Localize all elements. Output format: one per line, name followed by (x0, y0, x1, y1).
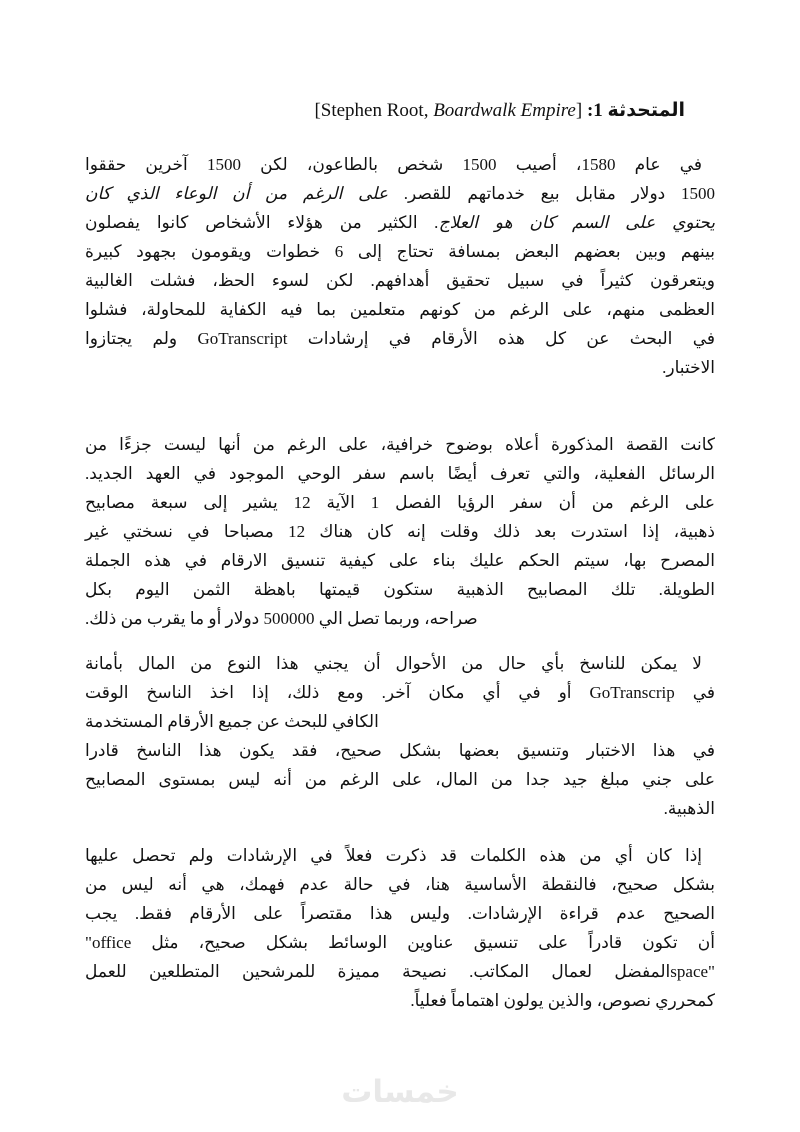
paragraph-line (85, 707, 715, 736)
paragraph-line (85, 736, 715, 765)
paragraph-line (85, 459, 715, 488)
document-body (85, 150, 715, 1015)
text-segment: على جني مبلغ جيد جدا من المال، على الرغم من أنه ليس بمستوى المصابيح (85, 770, 715, 789)
text-segment: في عام 1580، أصيب 1500 شخص بالطاعون، لكن 1500 آخرين حققوا (85, 155, 703, 174)
text-segment: المصرح بها، سيتم الحكم عليك بناء على كيفية تنسيق الارقام في هذه الجملة (85, 551, 715, 570)
text-segment: على الرغم من أن سفر الرؤيا الفصل 1 الآية 12 يشير إلى سبعة مصابيح (85, 493, 715, 512)
document-content (85, 96, 715, 1033)
paragraph-line (85, 237, 715, 266)
paragraph-line (85, 546, 715, 575)
text-segment: في GoTranscrip أو في أي مكان آخر. ومع ذلك، إذا اخذ الناسخ الوقت (85, 683, 715, 702)
citation-prefix: [Stephen Root, (314, 100, 434, 121)
paragraph (85, 430, 715, 633)
paragraph-line (85, 899, 715, 928)
text-segment: يحتوي على السم كان هو العلاج. (434, 213, 715, 232)
text-segment: أن تكون قادراً على تنسيق عناوين الوسائط بشكل صحيح، مثل (131, 933, 715, 952)
text-segment: الكافي للبحث عن جميع الأرقام المستخدمة (85, 712, 379, 731)
text-segment: بشكل صحيح، فالنقطة الأساسية هنا، في حالة عدم فهمك، هي أنه ليس من (85, 875, 715, 894)
paragraph-line (85, 986, 715, 1015)
paragraph-line (85, 870, 715, 899)
text-segment: كمحرري نصوص، والذين يولون اهتماماً فعلياً. (410, 991, 715, 1010)
text-segment: الاختبار. (662, 358, 715, 377)
paragraph-line (85, 575, 715, 604)
paragraph-line (85, 765, 715, 794)
paragraph-line (85, 208, 715, 237)
text-segment: كانت القصة المذكورة أعلاه بوضوح خرافية، على الرغم من أنها ليست جزءًا من (85, 435, 715, 454)
latin-text-segment: "office (85, 933, 132, 952)
paragraph-line (85, 266, 715, 295)
text-segment: في البحث عن كل هذه الأرقام في إرشادات GoTranscript ولم يجتازوا (85, 329, 715, 348)
khamsat-watermark-logo: خمسات (341, 1074, 459, 1110)
text-segment: الرسائل الفعلية، والتي تعرف أيضًا باسم سفر الوحي الموجود في العهد الجديد. (85, 464, 715, 483)
text-segment: الكثير من هؤلاء الأشخاص كانوا يفصلون (85, 213, 435, 232)
text-segment: ذهبية، إذا استدرت بعد ذلك وقلت إنه كان هناك 12 مصباحا في نسختي غير (85, 522, 715, 541)
text-segment: الذهبية. (663, 799, 715, 818)
paragraph (85, 150, 715, 382)
text-segment: في هذا الاختبار وتنسيق بعضها بشكل صحيح، فقد يكون هذا الناسخ قادرا (85, 741, 715, 760)
citation (314, 100, 582, 121)
paragraph-line (85, 324, 715, 353)
text-segment: على الرغم من أن الوعاء الذي كان (85, 184, 389, 203)
paragraph-line (85, 353, 715, 382)
paragraph (85, 649, 715, 823)
paragraph-line (85, 517, 715, 546)
paragraph-line (85, 179, 715, 208)
document-title (85, 96, 715, 126)
paragraph-line (85, 928, 715, 957)
text-segment: الطويلة. تلك المصابيح الذهبية ستكون قيمتها باهظة الثمن اليوم بكل (85, 580, 715, 599)
paragraph-line (85, 957, 715, 986)
text-segment: ويتعرقون كثيراً في سبيل تحقيق أهدافهم. لكن لسوء الحظ، فشلت الغالبية (85, 271, 715, 290)
paragraph-line (85, 150, 715, 179)
text-segment: المفضل لعمال المكاتب. نصيحة مميزة للمرشحين المتطلعين للعمل (85, 962, 671, 981)
citation-work-title: Boardwalk Empire (433, 100, 576, 121)
paragraph-line (85, 604, 715, 633)
text-segment: الصحيح عدم قراءة الإرشادات. وليس هذا مقتصراً على الأرقام فقط. يجب (85, 904, 715, 923)
paragraph-line (85, 430, 715, 459)
text-segment: 1500 دولار مقابل بيع خدماتهم للقصر. (388, 184, 716, 203)
text-segment: العظمى منهم، على الرغم من كونهم متعلمين بما فيه الكفاية للمحاولة، فشلوا (85, 300, 715, 319)
paragraph-line (85, 649, 715, 678)
text-segment: صراحه، وربما تصل الي 500000 دولار أو ما يقرب من ذلك. (85, 609, 478, 628)
paragraph-line (85, 794, 715, 823)
text-segment: إذا كان أي من هذه الكلمات قد ذكرت فعلاً في الإرشادات ولم تحصل عليها (85, 846, 702, 865)
paragraph-line (85, 488, 715, 517)
paragraph (85, 841, 715, 1015)
citation-suffix: ] (575, 100, 583, 121)
paragraph-line (85, 678, 715, 707)
latin-text-segment: space" (670, 962, 715, 981)
text-segment: لا يمكن للناسخ بأي حال من الأحوال أن يجني هذا النوع من المال بأمانة (85, 654, 702, 673)
speaker-label: المتحدثة 1: (586, 100, 685, 121)
paragraph-line (85, 841, 715, 870)
paragraph-line (85, 295, 715, 324)
text-segment: بينهم وبين بعضهم البعض بمسافة تحتاج إلى 6 خطوات ويقومون بجهود كبيرة (85, 242, 715, 261)
